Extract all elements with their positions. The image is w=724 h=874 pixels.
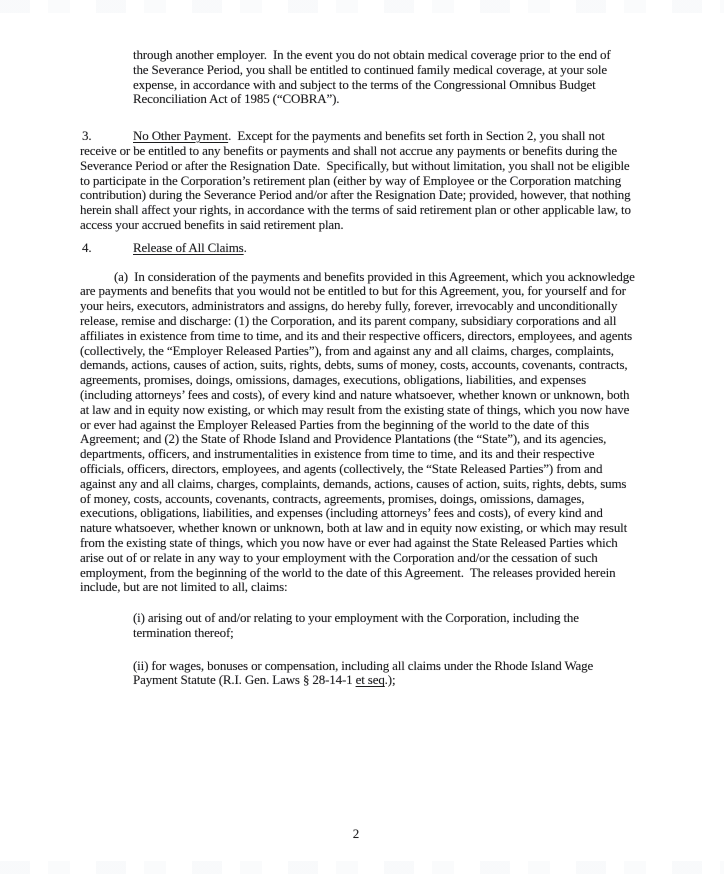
section-4-heading: Release of All Claims xyxy=(133,239,244,255)
clause-ii xyxy=(133,659,628,689)
scan-artifact-top xyxy=(0,0,724,13)
clause-ii-text: (ii) for wages, bonuses or compensation, including all claims under the Rhode Island Wage Payment Statute (R.I. Gen. Laws § 28-14-1 xyxy=(133,657,597,688)
paragraph-cobra: through another employer. In the event you do not obtain medical coverage prior to the end of the Severance Period, you shall be entitled to continued family medical coverage, at your sole expense, in accordance with and subject to the terms of the Congressional Omnibus Budget Reconciliation Act of 1985 (“COBRA”). xyxy=(133,47,614,107)
section-4-number: 4. xyxy=(82,239,92,255)
document-page xyxy=(80,48,636,706)
section-3-paragraph xyxy=(80,129,636,233)
clause-ii-end: .); xyxy=(384,672,396,688)
page-number: 2 xyxy=(352,826,360,841)
section-4a-paragraph: (a) In consideration of the payments and benefits provided in this Agreement, which you acknowledge are payments and benefits that you would not be entitled to but for this Agreement, you, for yourself and for your heirs, executors, administrators and assigns, do hereby fully, forever, irrevocably and unconditionally release, remise and discharge: (1) the Corporation, and its parent company, subsidiary corporations and all affiliates in existence from time to time, and its and their respective officers, directors, employees, and agents (collectively, the “Employer Released Parties”), from and against any and all claims, charges, complaints, demands, actions, causes of action, suits, rights, debts, sums of money, costs, accounts, covenants, contracts, agreements, promises, doings, omissions, damages, executions, obligations, liabilities, and expenses (including attorneys’ fees and costs), of every kind and nature whatsoever, whether known or unknown, both at law and in equity now existing, or which may result from the existing state of things, which you now have or ever had against the Employer Released Parties from the beginning of the world to the date of this Agreement; and (2) the State of Rhode Island and Providence Plantations (the “State”), and its agencies, departments, officers, and instrumentalities in existence from time to time, and its and their respective officials, officers, directors, employees, and agents (collectively, the “State Released Parties”) from and against any and all claims, charges, complaints, demands, actions, causes of action, suits, rights, debts, sums of money, costs, accounts, covenants, contracts, agreements, promises, doings, omissions, damages, executions, obligations, liabilities, and expenses (including attorneys’ fees and costs), of every kind and nature whatsoever, whether known or unknown, both at law and in equity now existing, or which may result from the existing state of things, which you now have or ever had against the State Released Parties which arise out of or relate in any way to your employment with the Corporation and/or the cessation of such employment, from the beginning of the world to the date of this Agreement. The releases provided herein include, but are not limited to all, claims: xyxy=(80,268,638,595)
section-4-heading-period: . xyxy=(243,239,247,255)
clause-ii-et-seq: et seq xyxy=(355,672,385,688)
scan-artifact-bottom xyxy=(0,861,724,874)
section-3-number: 3. xyxy=(82,128,92,144)
clause-i: (i) arising out of and/or relating to your employment with the Corporation, including the termination thereof; xyxy=(133,610,583,640)
section-3-heading: No Other Payment xyxy=(133,128,229,144)
section-3-body: . Except for the payments and benefits set forth in Section 2, you shall not receive or be entitled to any benefits or payments and shall not accrue any payments or benefits during the Severance Period or after the Resignation Date. Specifically, but without limitation, you shall not be eligible to participate in the Corporation’s retirement plan (either by way of Employee or the Corporation matching contribution) during the Severance Period and/or after the Resignation Date; provided, however, that nothing herein shall affect your rights, in accordance with the terms of said retirement plan or other applicable law, to access your accrued benefits in said retirement plan. xyxy=(80,128,634,232)
section-4-heading-line xyxy=(80,241,636,256)
